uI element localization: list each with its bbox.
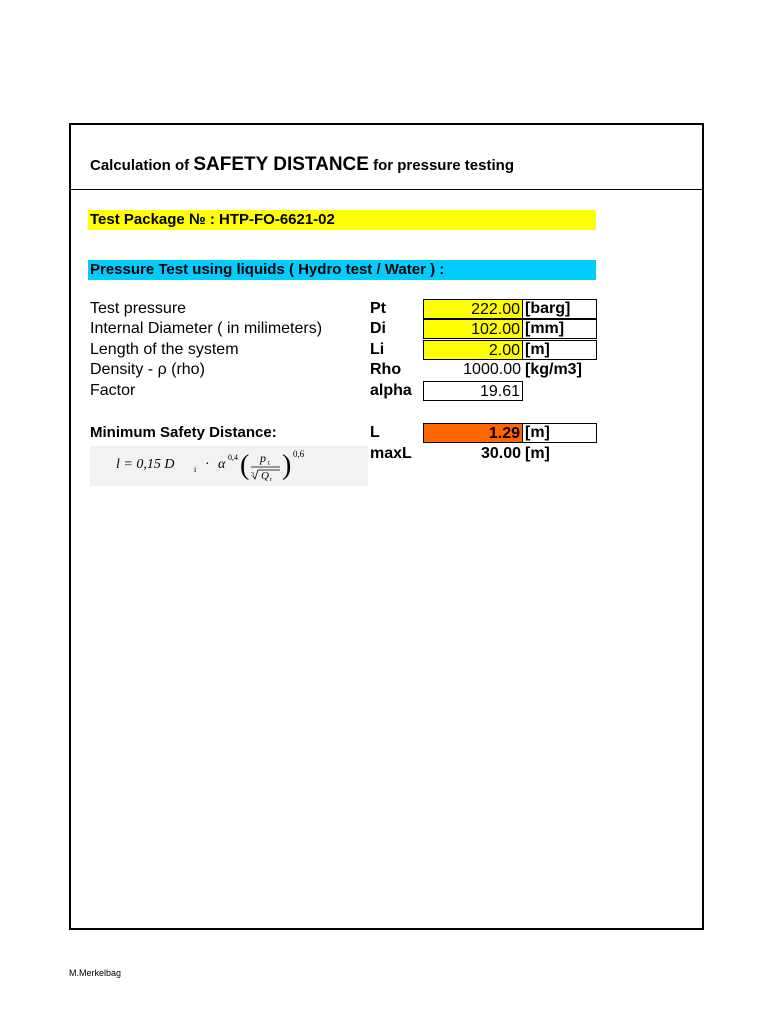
formula-image [90,446,368,486]
value-density: 1000.00 [463,361,521,378]
formula-den-sub: r [270,477,272,483]
formula-sub-i: i [194,465,197,474]
author-footer: M.Merkelbag [69,968,122,978]
label-internal-diameter: Internal Diameter ( in milimeters) [90,320,323,337]
unit-m-li: [m] [525,341,550,358]
formula-root-index: 3 [251,472,254,478]
formula-exp: 0,6 [293,449,305,459]
section-heading-band: Pressure Test using liquids ( Hydro test / Water ) : [88,260,596,280]
label-length: Length of the system [90,341,239,358]
unit-mm: [mm] [525,320,565,337]
formula-alpha: α [218,457,226,472]
unit-barg: [barg] [525,300,571,317]
min-safety-distance-label: Minimum Safety Distance: [90,424,277,441]
symbol-maxl: maxL [370,445,412,462]
formula-svg [90,446,368,486]
formula-den: Q [261,470,269,482]
result-safety-distance: 1.29 [423,423,523,443]
label-test-pressure: Test pressure [90,300,187,317]
symbol-alpha: alpha [370,382,412,399]
symbol-di: Di [370,320,386,337]
symbol-rho: Rho [370,361,402,378]
label-density: Density - ρ (rho) [90,361,205,378]
value-maxl: 30.00 [480,445,521,462]
formula-paren-right: ) [282,450,292,481]
unit-m-maxl: [m] [525,445,550,462]
formula-paren-left: ( [240,450,250,481]
unit-kgm3: [kg/m3] [525,361,582,378]
title-prefix: Calculation of [90,157,190,174]
symbol-l: L [370,424,380,441]
formula-alpha-exp: 0,4 [228,453,238,462]
formula-num: p [260,451,266,465]
input-length[interactable]: 2.00 [423,340,523,360]
sheet-frame [69,123,704,930]
input-internal-diameter[interactable]: 102.00 [423,319,523,339]
formula-lhs: l = 0,15 D [116,457,175,472]
title-emphasis: SAFETY DISTANCE [193,154,369,175]
page-title [90,154,514,176]
unit-m-l: [m] [525,424,550,441]
symbol-pt: Pt [370,300,386,317]
label-factor: Factor [90,382,136,399]
symbol-li: Li [370,341,385,358]
formula-num-sub: t [268,459,270,467]
title-divider [69,189,704,190]
formula-dot: · [205,457,210,472]
test-package-band: Test Package № : HTP-FO-6621-02 [88,210,596,230]
title-suffix: for pressure testing [373,157,514,174]
input-test-pressure[interactable]: 222.00 [423,299,523,319]
value-factor: 19.61 [423,381,523,401]
